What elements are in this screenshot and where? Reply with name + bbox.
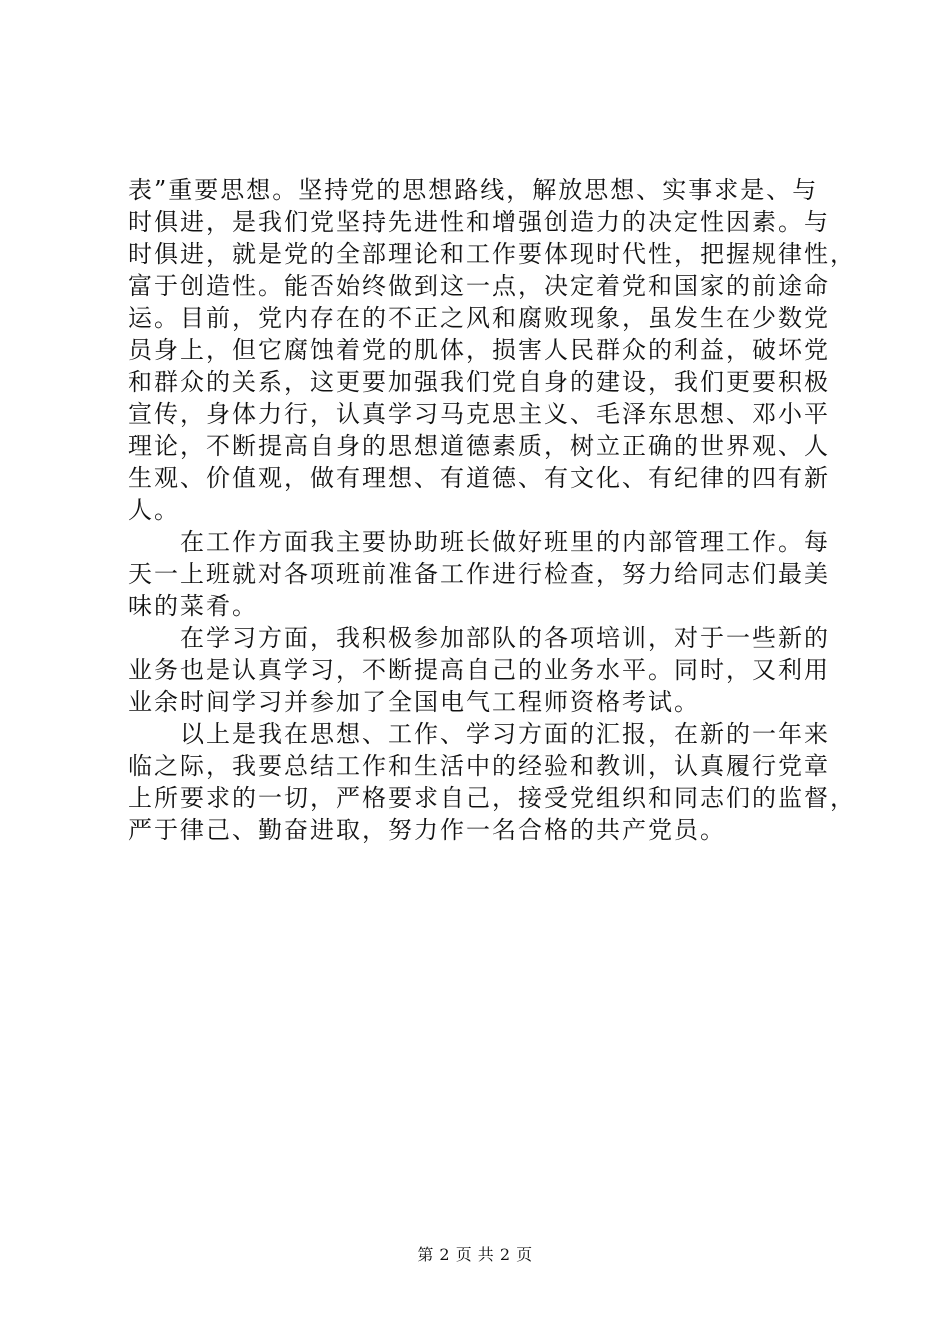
text-line: 以上是我在思想、工作、学习方面的汇报，在新的一年来 (128, 720, 830, 748)
text-line: 富于创造性。能否始终做到这一点，决定着党和国家的前途命 (128, 272, 830, 300)
text-line: 人。 (128, 496, 180, 524)
text-line: 业务也是认真学习，不断提高自己的业务水平。同时，又利用 (128, 656, 830, 684)
text-line: 天一上班就对各项班前准备工作进行检查，努力给同志们最美 (128, 560, 830, 588)
text-line: 宣传，身体力行，认真学习马克思主义、毛泽东思想、邓小平 (128, 400, 830, 428)
text-line: 临之际，我要总结工作和生活中的经验和教训，认真履行党章 (128, 752, 830, 780)
text-line: 上所要求的一切，严格要求自己，接受党组织和同志们的监督， (128, 784, 856, 812)
text-line: 理论，不断提高自身的思想道德素质，树立正确的世界观、人 (128, 432, 830, 460)
text-line: 表”重要思想。坚持党的思想路线，解放思想、实事求是、与 (128, 176, 819, 204)
text-line: 时俱进，就是党的全部理论和工作要体现时代性，把握规律性， (128, 240, 856, 268)
text-line: 运。目前，党内存在的不正之风和腐败现象，虽发生在少数党 (128, 304, 830, 332)
text-line: 业余时间学习并参加了全国电气工程师资格考试。 (128, 688, 700, 716)
page-number: 第 2 页 共 2 页 (417, 1245, 533, 1264)
document-body (128, 174, 856, 846)
text-line: 时俱进，是我们党坚持先进性和增强创造力的决定性因素。与 (128, 208, 830, 236)
text-line: 严于律己、勤奋进取，努力作一名合格的共产党员。 (128, 816, 726, 844)
text-line: 味的菜肴。 (128, 592, 258, 620)
text-line: 和群众的关系，这更要加强我们党自身的建设，我们更要积极 (128, 368, 830, 396)
text-line: 生观、价值观，做有理想、有道德、有文化、有纪律的四有新 (128, 464, 830, 492)
text-line: 在学习方面，我积极参加部队的各项培训，对于一些新的 (128, 624, 830, 652)
text-line: 员身上，但它腐蚀着党的肌体，损害人民群众的利益，破坏党 (128, 336, 830, 364)
page-footer (0, 1244, 950, 1266)
text-line: 在工作方面我主要协助班长做好班里的内部管理工作。每 (128, 528, 830, 556)
